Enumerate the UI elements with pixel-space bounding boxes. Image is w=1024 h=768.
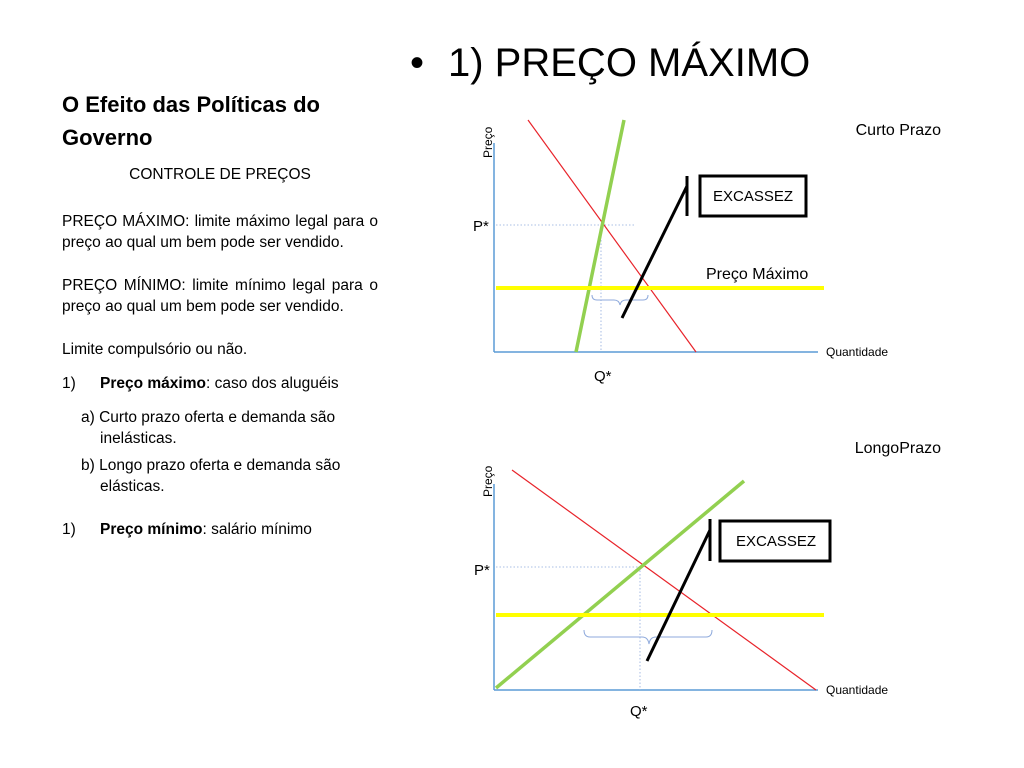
slide-title: O Efeito das Políticas do Governo xyxy=(62,92,320,150)
callout-pointer xyxy=(622,186,687,318)
list-item-bold-label: Preço máximo xyxy=(100,375,206,392)
shortage-brace xyxy=(592,295,648,305)
equilibrium-price-label: P* xyxy=(474,562,490,579)
demand-curve xyxy=(528,120,696,352)
shortage-label: EXCASSEZ xyxy=(735,533,817,550)
x-axis-label: Quantidade xyxy=(826,683,889,697)
limite-text: Limite compulsório ou não. xyxy=(62,341,248,358)
definition-preco-minimo: PREÇO MÍNIMO: limite mínimo legal para o preço ao qual um bem pode ser vendido. xyxy=(62,277,378,315)
price-ceiling-label: Preço Máximo xyxy=(706,266,809,283)
list-item-bold-label: Preço mínimo xyxy=(100,521,203,538)
diagram-short-run xyxy=(473,120,941,385)
supply-curve xyxy=(496,481,744,688)
list-number: 1) xyxy=(62,375,76,392)
period-label-long-run: LongoPrazo xyxy=(854,440,941,457)
equilibrium-quantity-label: Q* xyxy=(594,368,612,385)
y-axis-label: Preço xyxy=(481,126,495,158)
equilibrium-price-label: P* xyxy=(473,218,489,235)
x-axis-label: Quantidade xyxy=(826,345,889,359)
demand-curve xyxy=(512,470,816,690)
list-subitem-curto-prazo: a) Curto prazo oferta e demanda são inelásticas. xyxy=(81,409,336,447)
list-subitem-longo-prazo: b) Longo prazo oferta e demanda são elásticas. xyxy=(81,457,341,495)
shortage-label: EXCASSEZ xyxy=(712,188,794,205)
bullet-dot-icon: • xyxy=(410,41,425,85)
diagram-long-run xyxy=(474,440,941,720)
list-item-rest: : salário mínimo xyxy=(202,521,312,538)
period-label-short-run: Curto Prazo xyxy=(855,122,941,139)
subtitle-controle-de-precos: CONTROLE DE PREÇOS xyxy=(129,166,311,183)
callout-pointer xyxy=(647,530,710,661)
list-number: 1) xyxy=(62,521,76,538)
equilibrium-quantity-label: Q* xyxy=(630,703,648,720)
y-axis-label: Preço xyxy=(481,465,495,497)
supply-curve xyxy=(576,120,624,352)
bullet-heading-text: 1) PREÇO MÁXIMO xyxy=(448,41,811,85)
shortage-brace xyxy=(584,630,712,644)
definition-preco-maximo: PREÇO MÁXIMO: limite máximo legal para o preço ao qual um bem pode ser vendido. xyxy=(62,213,378,251)
list-item-rest: : caso dos aluguéis xyxy=(205,375,339,392)
